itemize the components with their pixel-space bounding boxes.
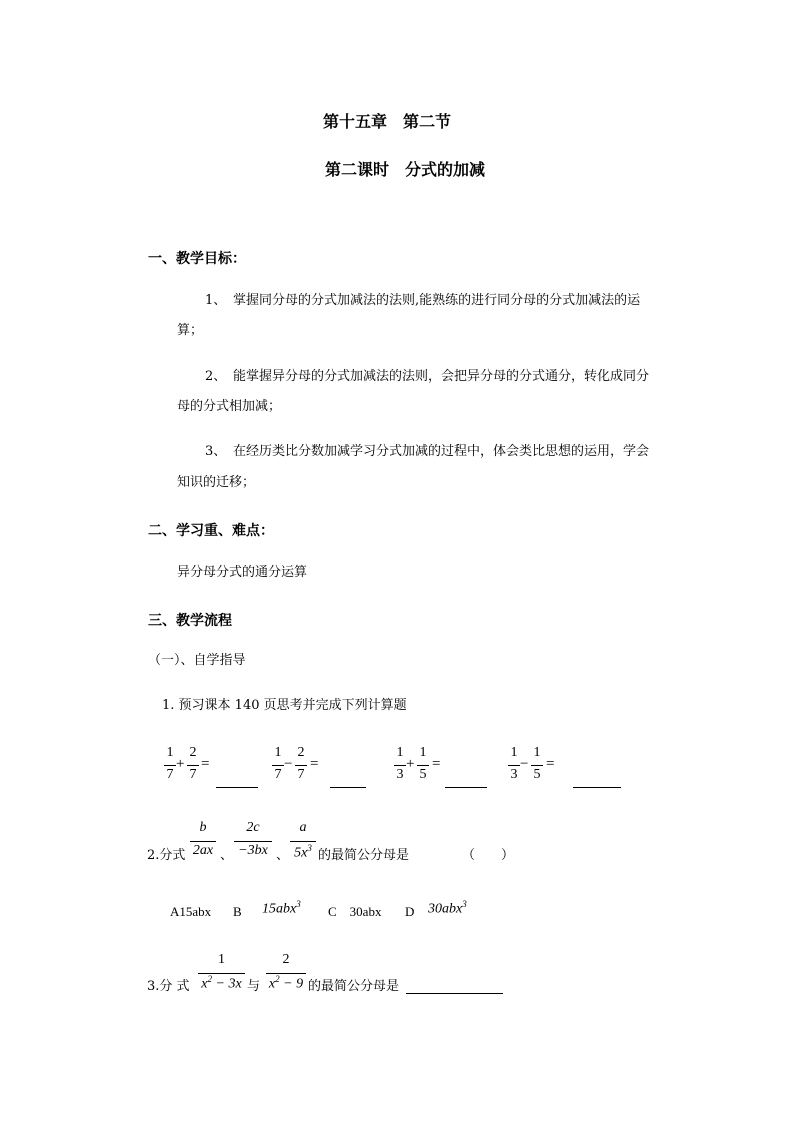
objective-3-line1: 在经历类比分数加减学习分式加减的过程中，体会类比思想的运用，学会	[233, 444, 650, 459]
fraction: 2 7	[187, 745, 199, 787]
key-points-heading: 二、学习重、难点：	[148, 523, 274, 539]
answer-blank[interactable]	[216, 787, 258, 788]
objectives-heading: 一、教学目标：	[148, 251, 246, 267]
fraction-a-over-5x3: a $5x^3$	[290, 820, 316, 864]
question-2-prefix: 2.分式	[147, 848, 186, 863]
separator: 、	[220, 848, 234, 863]
objective-2-num: 2、	[205, 369, 227, 384]
fraction: 1 3	[508, 745, 520, 787]
self-study-subheading: （一）、自学指导	[148, 653, 246, 668]
answer-blank[interactable]	[573, 787, 621, 788]
question-3-suffix: 的最简公分母是	[308, 979, 400, 994]
fraction: 1 7	[164, 745, 176, 787]
fraction: 1 5	[531, 745, 543, 787]
fraction: 1 3	[394, 745, 406, 787]
answer-blank[interactable]	[406, 993, 503, 994]
separator: 、	[276, 848, 290, 863]
objective-3-line2: 知识的迁移；	[177, 475, 256, 490]
option-b-label[interactable]: B	[233, 904, 242, 919]
fraction-2c-over-neg3bx: 2c −3bx	[234, 820, 272, 864]
answer-parentheses[interactable]: （ ）	[462, 848, 515, 863]
option-c[interactable]: C 30abx	[328, 904, 382, 919]
fraction: 1 7	[272, 745, 284, 787]
fraction-b-over-2ax: b 2ax	[190, 820, 216, 864]
key-points-text: 异分母分式的通分运算	[177, 565, 308, 580]
objective-1-num: 1、	[205, 293, 227, 308]
process-heading: 三、教学流程	[148, 613, 232, 629]
question-3-prefix: 3.分 式	[147, 979, 190, 994]
conjunction-and: 与	[247, 979, 261, 994]
objective-1-line1: 掌握同分母的分式加减法的法则,能熟练的进行同分母的分式加减法的运	[233, 293, 641, 308]
objective-3-num: 3、	[205, 444, 227, 459]
option-d-expression: 30abx$^3$	[428, 899, 467, 917]
fraction: 1 5	[417, 745, 429, 787]
question-1-text: 1. 预习课本 140 页思考并完成下列计算题	[162, 698, 407, 713]
objective-1-line2: 算；	[177, 323, 204, 338]
option-d-label[interactable]: D	[405, 904, 415, 919]
lesson-title: 第二课时 分式的加减	[325, 160, 486, 179]
objective-2-line1: 能掌握异分母的分式加减法的法则，会把异分母的分式通分，转化成同分	[233, 369, 650, 384]
fraction-1-over-x2-minus-3x: 1 $x^2 - 3x$	[198, 952, 245, 996]
answer-blank[interactable]	[330, 787, 366, 788]
objective-2-line2: 母的分式相加减；	[177, 399, 282, 414]
answer-blank[interactable]	[445, 787, 487, 788]
fraction: 2 7	[295, 745, 307, 787]
fraction-2-over-x2-minus-9: 2 $x^2 - 9$	[266, 952, 306, 996]
option-a[interactable]: A15abx	[170, 904, 212, 919]
option-b-expression: 15abx$^3$	[262, 899, 301, 917]
question-2-suffix: 的最简公分母是	[318, 848, 410, 863]
chapter-title: 第十五章 第二节	[323, 112, 452, 131]
